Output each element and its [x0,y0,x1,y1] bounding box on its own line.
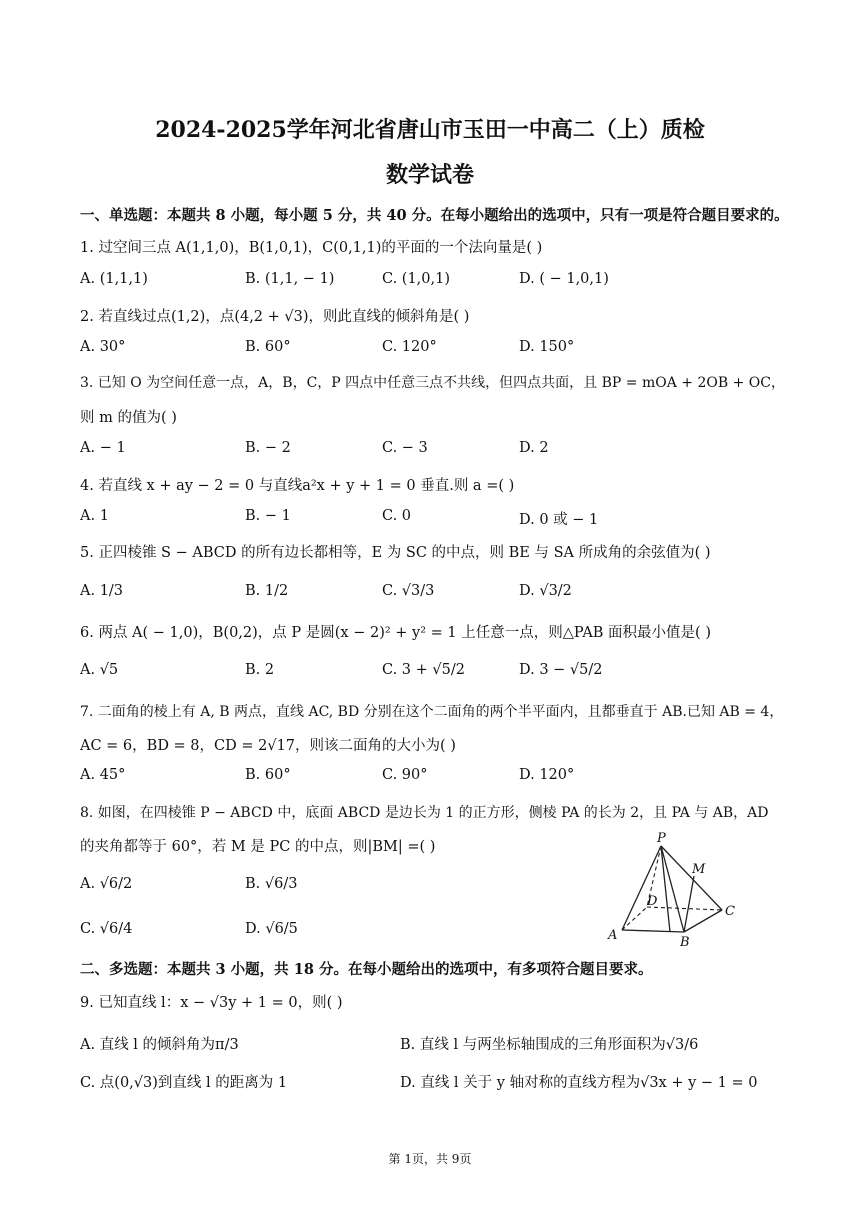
q7-option-a: A. 45° [80,767,126,783]
label-p: P [657,831,666,846]
q5-option-c: C. √3/3 [382,583,435,599]
q9-stem: 9. 已知直线 l：x − √3y + 1 = 0，则( ) [80,995,343,1011]
q2-option-d: D. 150° [519,339,575,355]
edge-ad-hidden [622,907,647,930]
q5-option-b: B. 1/2 [245,583,289,599]
edge-bm [684,876,694,932]
label-m: M [692,862,706,877]
q3-option-a: A. − 1 [80,440,126,456]
q2-option-a: A. 30° [80,339,126,355]
q6-option-c: C. 3 + √5/2 [382,662,465,678]
q6-option-d: D. 3 − √5/2 [519,662,603,678]
q9-option-a: A. 直线 l 的倾斜角为π/3 [80,1037,239,1053]
q7-option-c: C. 90° [382,767,428,783]
q7-stem-line1: 7. 二面角的棱上有 A, B 两点，直线 AC, BD 分别在这个二面角的两个半平面内，且都垂直于 AB.已知 AB = 4， [80,704,784,720]
exam-title: 2024-2025学年河北省唐山市玉田一中高二（上）质检 [155,117,705,143]
q8-option-d: D. √6/5 [245,921,298,937]
q7-option-d: D. 120° [519,767,575,783]
q2-option-b: B. 60° [245,339,291,355]
q8-option-c: C. √6/4 [80,921,133,937]
q6-stem: 6. 两点 A( − 1,0)，B(0,2)，点 P 是圆(x − 2)² + y² = 1 上任意一点，则△PAB 面积最小值是( ) [80,625,711,641]
section-multi-choice-heading: 二、多选题：本题共 3 小题，共 18 分。在每小题给出的选项中，有多项符合题目要求。 [80,961,653,978]
q9-option-c: C. 点(0,√3)到直线 l 的距离为 1 [80,1075,288,1091]
q9-option-d: D. 直线 l 关于 y 轴对称的直线方程为√3x + y − 1 = 0 [400,1075,758,1091]
label-b: B [680,935,690,950]
inner-line [661,846,670,932]
section-single-choice-heading: 一、单选题：本题共 8 小题，每小题 5 分，共 40 分。在每小题给出的选项中，只有一项是符合题目要求的。 [80,207,789,224]
q5-option-d: D. √3/2 [519,583,572,599]
q8-option-a: A. √6/2 [80,876,133,892]
q5-option-a: A. 1/3 [80,583,124,599]
q2-option-c: C. 120° [382,339,437,355]
q7-stem-line2: AC = 6，BD = 8，CD = 2√17，则该二面角的大小为( ) [80,738,456,754]
page-footer: 第 1页，共 9页 [388,1152,472,1166]
label-d: D [647,894,658,909]
q4-option-a: A. 1 [80,508,109,524]
q3-option-b: B. − 2 [245,440,291,456]
q8-option-b: B. √6/3 [245,876,298,892]
q1-option-d: D. ( − 1,0,1) [519,271,609,287]
q9-option-b: B. 直线 l 与两坐标轴围成的三角形面积为√3/6 [400,1037,699,1053]
q3-option-d: D. 2 [519,440,549,456]
q1-stem: 1. 过空间三点 A(1,1,0)，B(1,0,1)，C(0,1,1)的平面的一个法向量是( ) [80,240,543,256]
q3-stem-line1: 3. 已知 O 为空间任意一点，A，B，C，P 四点中任意三点不共线，但四点共面，且 BP = mOA + 2OB + OC， [80,375,785,391]
q3-stem-line2: 则 m 的值为( ) [80,410,177,426]
q8-stem-line1: 8. 如图，在四棱锥 P − ABCD 中，底面 ABCD 是边长为 1 的正方形，侧棱 PA 的长为 2，且 PA 与 AB，AD [80,805,769,821]
edge-dc-hidden [647,907,722,910]
label-c: C [725,904,735,919]
label-a: A [608,928,618,943]
q6-option-b: B. 2 [245,662,275,678]
q6-option-a: A. √5 [80,662,119,678]
q4-option-d: D. 0 或 − 1 [519,512,599,528]
pyramid-figure [602,828,742,952]
q5-stem: 5. 正四棱锥 S − ABCD 的所有边长都相等，E 为 SC 的中点，则 BE 与 SA 所成角的余弦值为( ) [80,545,711,561]
edge-ab [622,930,684,932]
q3-option-c: C. − 3 [382,440,428,456]
edge-pa [622,846,661,930]
q1-option-b: B. (1,1, − 1) [245,271,335,287]
q8-stem-line2: 的夹角都等于 60°，若 M 是 PC 的中点，则|BM| =( ) [80,839,436,855]
q4-option-c: C. 0 [382,508,412,524]
q1-option-a: A. (1,1,1) [80,271,148,287]
q4-option-b: B. − 1 [245,508,291,524]
edge-bc [684,910,722,932]
exam-subtitle: 数学试卷 [385,162,474,188]
q2-stem: 2. 若直线过点(1,2)，点(4,2 + √3)，则此直线的倾斜角是( ) [80,309,470,325]
q4-stem: 4. 若直线 x + ay − 2 = 0 与直线a²x + y + 1 = 0 垂直.则 a =( ) [80,478,515,494]
q7-option-b: B. 60° [245,767,291,783]
q1-option-c: C. (1,0,1) [382,271,451,287]
